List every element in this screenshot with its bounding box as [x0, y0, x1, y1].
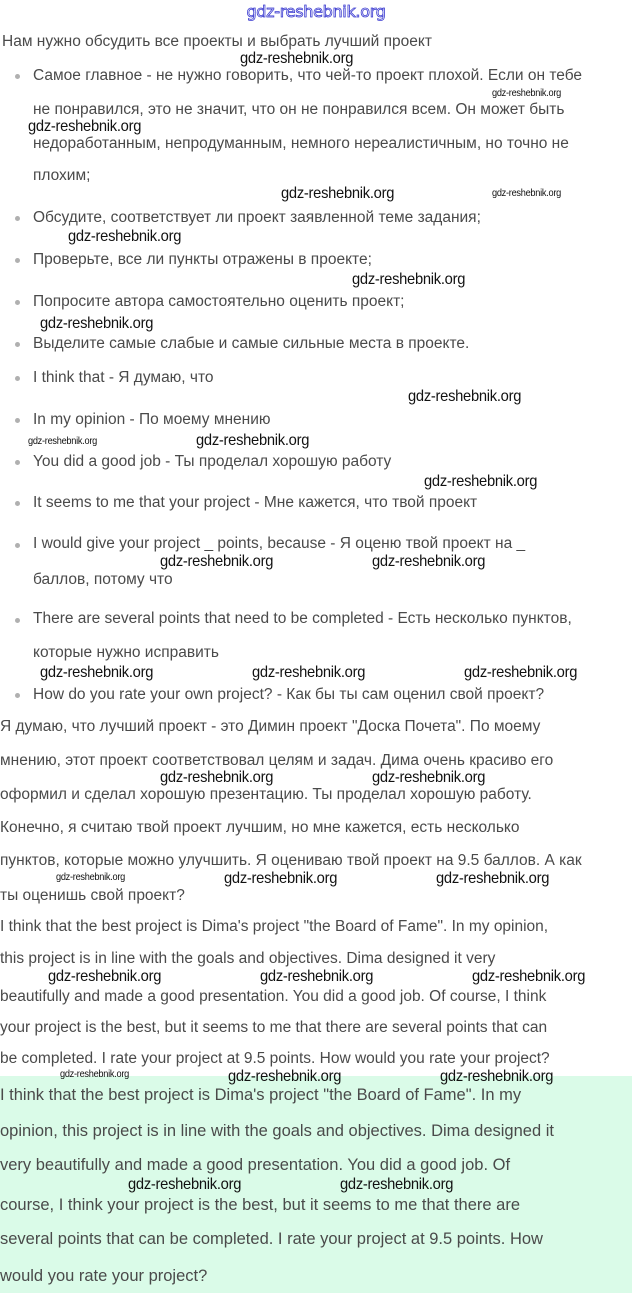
- bullet-line: не понравился, это не значит, что он не понравился всем. Он может быть: [33, 101, 565, 118]
- bullet-line: How do you rate your own project? - Как бы ты сам оценил свой проект?: [33, 686, 545, 703]
- watermark: gdz-reshebnik.org: [48, 968, 162, 985]
- watermark: gdz-reshebnik.org: [40, 315, 154, 332]
- bullet-line: There are several points that need to be completed - Есть несколько пунктов,: [33, 610, 572, 627]
- russian-answer-line: пунктов, которые можно улучшить. Я оцениваю твой проект на 9.5 баллов. А как: [0, 852, 582, 869]
- bullet-dot-icon: [15, 342, 20, 347]
- watermark: gdz-reshebnik.org: [228, 1068, 342, 1085]
- watermark: gdz-reshebnik.org: [160, 769, 274, 786]
- highlighted-answer-line: several points that can be completed. I rate your project at 9.5 points. How: [0, 1230, 543, 1248]
- bullet-line: Выделите самые слабые и самые сильные места в проекте.: [33, 335, 470, 352]
- watermark: gdz-reshebnik.org: [492, 188, 561, 199]
- site-logo: gdz-reshebnik.org: [246, 2, 386, 21]
- watermark: gdz-reshebnik.org: [60, 1069, 129, 1080]
- bullet-dot-icon: [15, 258, 20, 263]
- bullet-dot-icon: [15, 501, 20, 506]
- bullet-line: I think that - Я думаю, что: [33, 369, 214, 386]
- bullet-line: In my opinion - По моему мнению: [33, 411, 271, 428]
- bullet-dot-icon: [15, 460, 20, 465]
- bullet-line: You did a good job - Ты проделал хорошую работу: [33, 453, 392, 470]
- bullet-dot-icon: [15, 693, 20, 698]
- watermark: gdz-reshebnik.org: [472, 968, 586, 985]
- watermark: gdz-reshebnik.org: [281, 185, 395, 202]
- russian-answer-line: ты оценишь свой проект?: [0, 887, 185, 904]
- bullet-line: Обсудите, соответствует ли проект заявленной теме задания;: [33, 209, 481, 226]
- bullet-dot-icon: [15, 74, 20, 79]
- watermark: gdz-reshebnik.org: [260, 968, 374, 985]
- watermark: gdz-reshebnik.org: [40, 664, 154, 681]
- watermark: gdz-reshebnik.org: [68, 228, 182, 245]
- bullet-dot-icon: [15, 418, 20, 423]
- watermark: gdz-reshebnik.org: [440, 1068, 554, 1085]
- watermark: gdz-reshebnik.org: [196, 432, 310, 449]
- watermark: gdz-reshebnik.org: [160, 553, 274, 570]
- highlighted-answer-line: I think that the best project is Dima's project "the Board of Fame". In my: [0, 1086, 522, 1104]
- russian-answer-line: оформил и сделал хорошую презентацию. Ты проделал хорошую работу.: [0, 786, 532, 803]
- bullet-dot-icon: [15, 618, 20, 623]
- bullet-line: плохим;: [33, 167, 91, 184]
- watermark: gdz-reshebnik.org: [240, 50, 354, 67]
- watermark: gdz-reshebnik.org: [28, 436, 97, 447]
- russian-answer-line: Конечно, я считаю твой проект лучшим, но мне кажется, есть несколько: [0, 819, 520, 836]
- bullet-line: Попросите автора самостоятельно оценить проект;: [33, 293, 405, 310]
- watermark: gdz-reshebnik.org: [408, 388, 522, 405]
- bullet-dot-icon: [15, 543, 20, 548]
- russian-answer-line: мнению, этот проект соответствовал целям и задач. Дима очень красиво его: [0, 752, 554, 769]
- watermark: gdz-reshebnik.org: [340, 1176, 454, 1193]
- watermark: gdz-reshebnik.org: [352, 271, 466, 288]
- highlighted-answer-line: course, I think your project is the best, but it seems to me that there are: [0, 1196, 520, 1214]
- bullet-line: I would give your project _ points, because - Я оценю твой проект на _: [33, 535, 526, 552]
- english-answer-line: I think that the best project is Dima's project "the Board of Fame". In my opinion,: [0, 918, 549, 935]
- bullet-dot-icon: [15, 216, 20, 221]
- watermark: gdz-reshebnik.org: [436, 870, 550, 887]
- watermark: gdz-reshebnik.org: [424, 473, 538, 490]
- intro-heading: Нам нужно обсудить все проекты и выбрать лучший проект: [2, 33, 432, 50]
- bullet-line: It seems to me that your project - Мне кажется, что твой проект: [33, 494, 478, 511]
- watermark: gdz-reshebnik.org: [492, 88, 561, 99]
- bullet-line: баллов, потому что: [33, 571, 173, 588]
- watermark: gdz-reshebnik.org: [372, 769, 486, 786]
- russian-answer-line: Я думаю, что лучший проект - это Димин проект "Доска Почета". По моему: [0, 718, 541, 735]
- bullet-dot-icon: [15, 300, 20, 305]
- bullet-line: недоработанным, непродуманным, немного нереалистичным, но точно не: [33, 135, 569, 152]
- watermark: gdz-reshebnik.org: [28, 118, 142, 135]
- highlighted-answer-line: opinion, this project is in line with the goals and objectives. Dima designed it: [0, 1122, 554, 1140]
- english-answer-line: be completed. I rate your project at 9.5 points. How would you rate your project?: [0, 1050, 550, 1067]
- bullet-line: Проверьте, все ли пункты отражены в проекте;: [33, 251, 372, 268]
- highlighted-answer-block: [0, 1076, 632, 1293]
- english-answer-line: beautifully and made a good presentation. You did a good job. Of course, I think: [0, 988, 547, 1005]
- watermark: gdz-reshebnik.org: [224, 870, 338, 887]
- watermark: gdz-reshebnik.org: [56, 872, 125, 883]
- watermark: gdz-reshebnik.org: [128, 1176, 242, 1193]
- bullet-line: которые нужно исправить: [33, 644, 219, 661]
- english-answer-line: this project is in line with the goals and objectives. Dima designed it very: [0, 950, 496, 967]
- watermark: gdz-reshebnik.org: [372, 553, 486, 570]
- bullet-line: Самое главное - не нужно говорить, что чей-то проект плохой. Если он тебе: [33, 67, 583, 84]
- english-answer-line: your project is the best, but it seems to me that there are several points that can: [0, 1019, 548, 1036]
- bullet-dot-icon: [15, 376, 20, 381]
- watermark: gdz-reshebnik.org: [252, 664, 366, 681]
- watermark: gdz-reshebnik.org: [464, 664, 578, 681]
- highlighted-answer-line: would you rate your project?: [0, 1267, 208, 1285]
- highlighted-answer-line: very beautifully and made a good presentation. You did a good job. Of: [0, 1156, 511, 1174]
